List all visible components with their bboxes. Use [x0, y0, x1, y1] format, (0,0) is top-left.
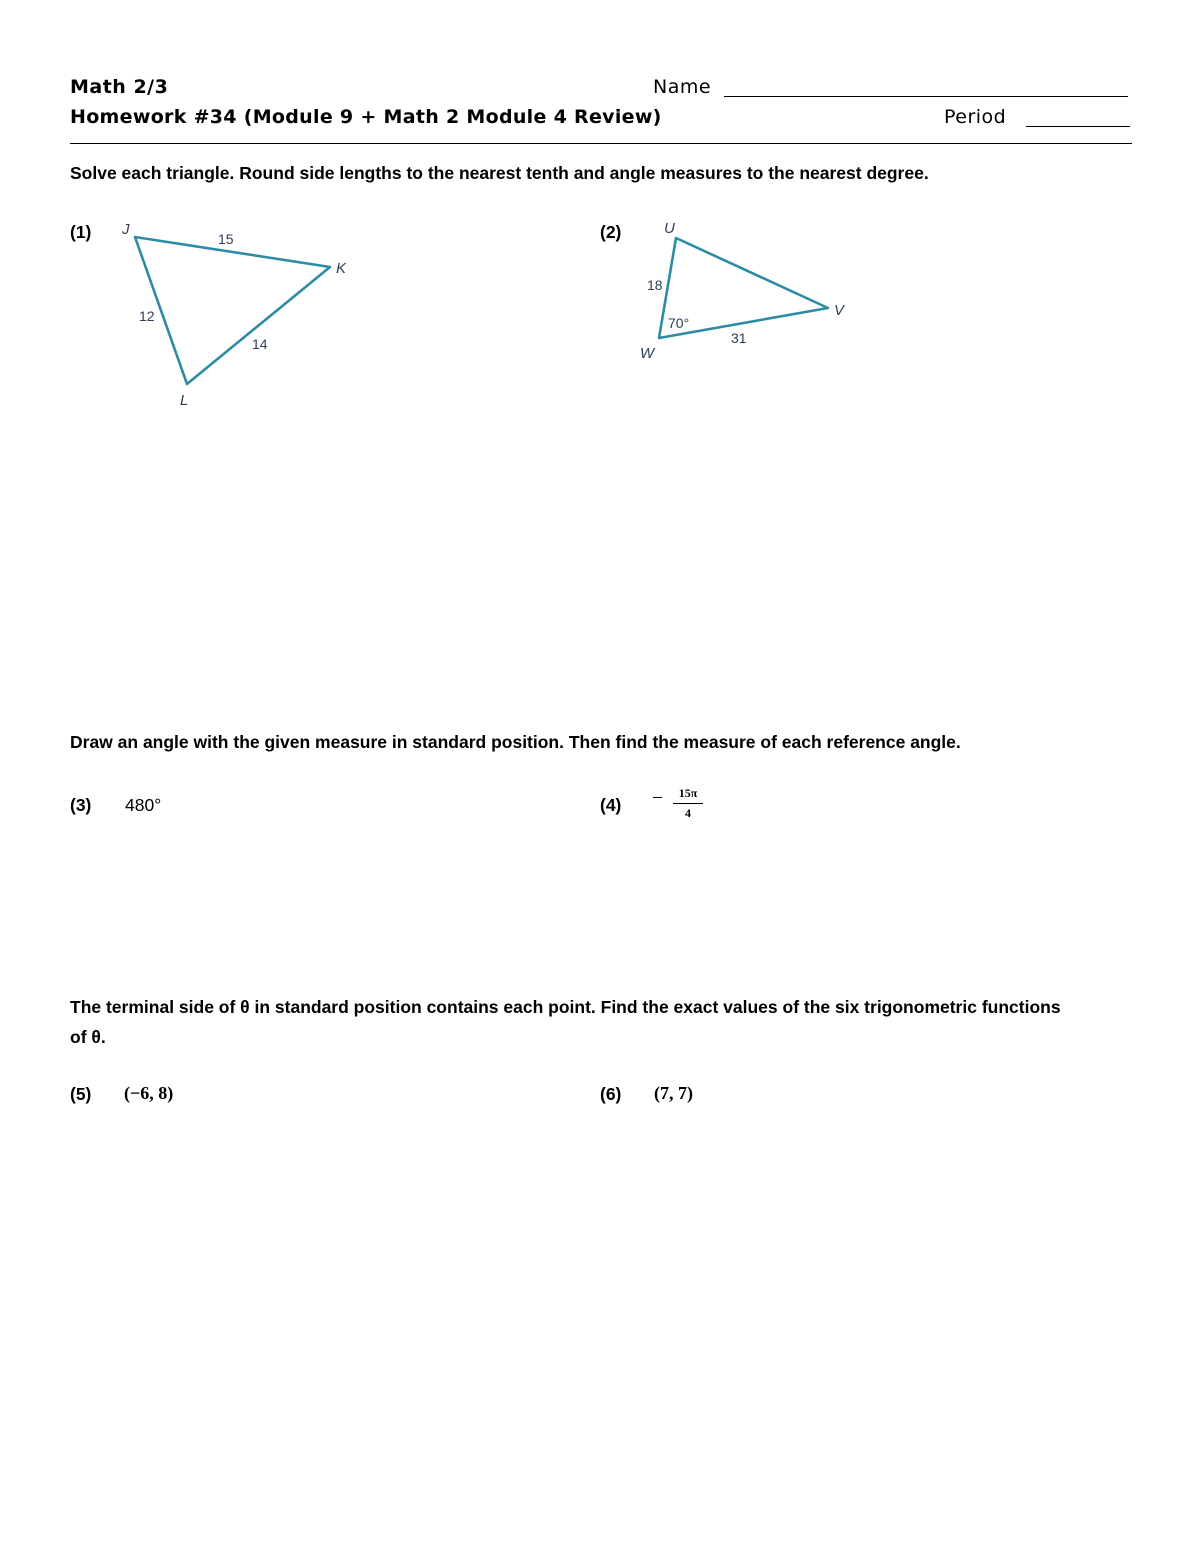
course-title: Math 2/3 [70, 76, 169, 98]
triangle-jkl-shape [135, 237, 330, 384]
problem-5-value: (−6, 8) [124, 1083, 174, 1103]
side-jl-label: 12 [139, 308, 155, 324]
name-blank-line[interactable] [724, 96, 1128, 97]
side-jk-label: 15 [218, 231, 234, 247]
angles-instruction: Draw an angle with the given measure in standard position. Then find the measure of each reference angle. [70, 732, 961, 752]
fraction-numerator: 15π [678, 786, 698, 800]
vertex-l-label: L [180, 392, 189, 409]
name-label: Name [653, 76, 712, 98]
vertex-w-label: W [640, 345, 655, 362]
fraction-sign: − [652, 787, 664, 809]
triangle-uvw-figure [634, 213, 864, 368]
side-kl-label: 14 [252, 336, 268, 352]
homework-title: Homework #34 (Module 9 + Math 2 Module 4 Review) [70, 106, 662, 128]
problem-6-value: (7, 7) [654, 1083, 693, 1103]
side-uw-label: 18 [647, 277, 663, 293]
angle-w-label: 70° [668, 315, 690, 331]
trig-instruction: The terminal side of θ in standard position contains each point. Find the exact values of the six trigonometric functions of θ. [70, 997, 1061, 1047]
problem-6-number: (6) [600, 1084, 622, 1104]
problem-3-number: (3) [70, 795, 92, 815]
problem-5-number: (5) [70, 1084, 92, 1104]
vertex-v-label: V [834, 302, 845, 319]
problem-4-number: (4) [600, 795, 622, 815]
fraction-denominator: 4 [685, 806, 691, 820]
vertex-k-label: K [336, 260, 347, 277]
header-divider [70, 143, 1132, 144]
triangles-instruction: Solve each triangle. Round side lengths to the nearest tenth and angle measures to the nearest degree. [70, 163, 929, 183]
problem-2-number: (2) [600, 222, 622, 242]
triangle-jkl-figure [110, 215, 370, 415]
vertex-j-label: J [122, 221, 130, 238]
fraction-bar [673, 803, 703, 804]
side-wv-label: 31 [731, 330, 747, 346]
period-blank-line[interactable] [1026, 126, 1130, 127]
problem-1-number: (1) [70, 222, 92, 242]
period-label: Period [944, 106, 1007, 128]
problem-3-value: 480° [125, 795, 162, 815]
vertex-u-label: U [664, 220, 675, 237]
